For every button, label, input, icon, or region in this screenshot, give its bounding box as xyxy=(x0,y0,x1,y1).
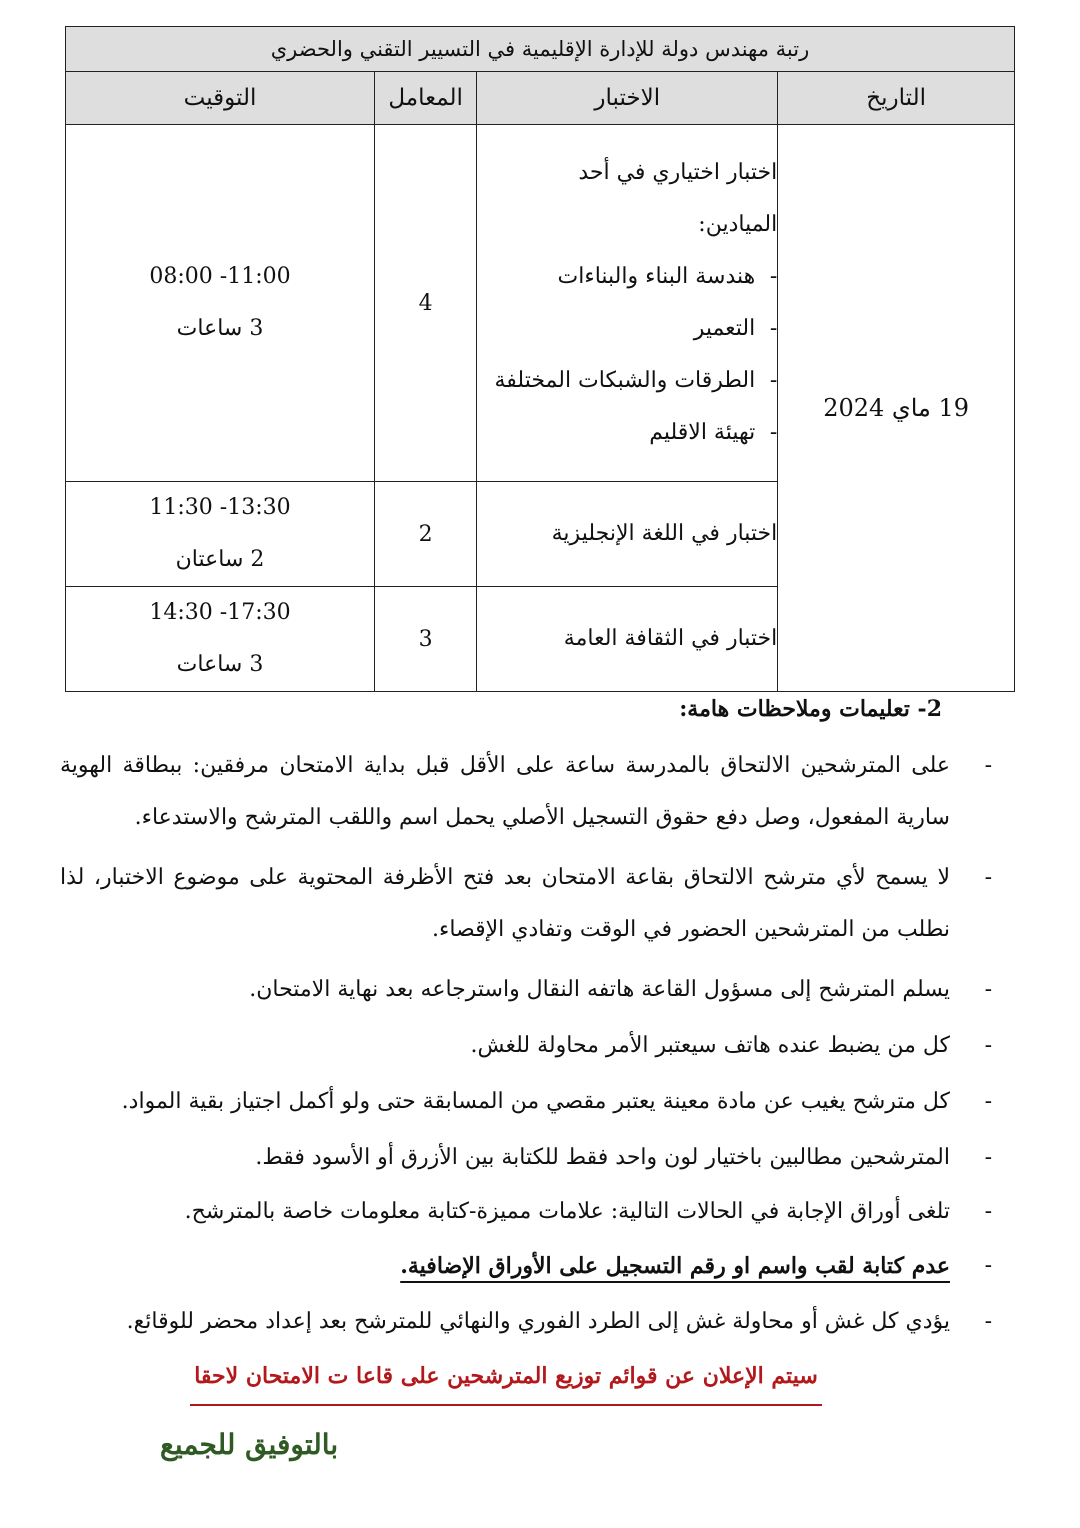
note-text: يسلم المترشح إلى مسؤول القاعة هاتفه النقال واسترجاعه بعد نهاية الامتحان. xyxy=(249,977,950,1002)
header-date: التاريخ xyxy=(778,72,1015,125)
exam-schedule-table xyxy=(65,26,1015,692)
bullet-dash: - xyxy=(769,316,778,341)
coefficient-value: 3 xyxy=(375,587,477,692)
duration: 3 ساعات xyxy=(176,316,264,341)
coefficient-value: 4 xyxy=(375,125,477,482)
list-item xyxy=(60,1020,992,1072)
test-cell-optional xyxy=(477,125,778,482)
list-item xyxy=(60,1240,992,1293)
note-text: تلغى أوراق الإجابة في الحالات التالية: علامات مميزة-كتابة معلومات خاصة بالمترشح. xyxy=(184,1199,950,1224)
bullet-dash: - xyxy=(769,264,778,289)
list-item xyxy=(60,1076,992,1128)
duration: 2 ساعتان xyxy=(175,547,265,572)
bullet-dash: - xyxy=(984,1089,992,1114)
time-range: 11:30 -13:30 xyxy=(149,495,291,520)
list-item xyxy=(60,964,992,1016)
note-text: كل من يضبط عنده هاتف سيعتبر الأمر محاولة للغش. xyxy=(470,1033,950,1058)
bullet-dash: - xyxy=(769,368,778,393)
bullet-dash: - xyxy=(984,753,992,778)
test-title-line: الميادين: xyxy=(698,212,778,237)
field-label: التعمير xyxy=(693,316,756,341)
list-item xyxy=(60,1296,992,1348)
header-coefficient: المعامل xyxy=(375,72,477,125)
timing-cell xyxy=(66,587,375,692)
list-item xyxy=(60,852,992,956)
table-title-row xyxy=(66,27,1015,72)
bullet-dash: - xyxy=(984,865,992,890)
timing-cell xyxy=(66,482,375,587)
list-item xyxy=(60,1186,992,1238)
field-label: الطرقات والشبكات المختلفة xyxy=(494,368,756,393)
note-text: على المترشحين الالتحاق بالمدرسة ساعة على الأقل قبل بداية الامتحان مرفقين: ببطاقة الهوية سارية المفعول، وصل دفع حقوق التسجيل الأصلي يحمل اسم واللقب المترشح والاستدعاء. xyxy=(60,753,950,830)
time-range: 08:00 -11:00 xyxy=(149,264,291,289)
test-cell-english xyxy=(477,482,778,587)
list-item xyxy=(477,407,778,459)
bullet-dash: - xyxy=(984,1033,992,1058)
note-text: المترشحين مطالبين باختيار لون واحد فقط للكتابة بين الأزرق أو الأسود فقط. xyxy=(255,1145,950,1170)
bullet-dash: - xyxy=(984,1145,992,1170)
bullet-dash: - xyxy=(984,1309,992,1334)
table-title: رتبة مهندس دولة للإدارة الإقليمية في التسيير التقني والحضري xyxy=(66,27,1015,72)
announcement: سيتم الإعلان عن قوائم توزيع المترشحين على قاعا ت الامتحان لاحقا xyxy=(190,1352,822,1406)
header-timing: التوقيت xyxy=(66,72,375,125)
test-title: اختبار في الثقافة العامة xyxy=(563,626,778,651)
note-text: كل مترشح يغيب عن مادة معينة يعتبر مقصي من المسابقة حتى ولو أكمل اجتياز بقية المواد. xyxy=(121,1089,950,1114)
bullet-dash: - xyxy=(769,420,778,445)
field-label: هندسة البناء والبناءات xyxy=(557,264,756,289)
duration: 3 ساعات xyxy=(176,652,264,677)
list-item xyxy=(477,251,778,303)
field-label: تهيئة الاقليم xyxy=(649,420,756,445)
test-title: اختبار في اللغة الإنجليزية xyxy=(551,521,778,546)
timing-cell xyxy=(66,125,375,482)
field-list xyxy=(477,251,777,459)
note-text-emphasized: عدم كتابة لقب واسم او رقم التسجيل على الأوراق الإضافية. xyxy=(400,1253,950,1279)
list-item xyxy=(477,303,778,355)
bullet-dash: - xyxy=(984,1253,992,1278)
coefficient-value: 2 xyxy=(375,482,477,587)
list-item xyxy=(60,1132,992,1184)
table-row xyxy=(66,125,1015,482)
test-cell-general-culture xyxy=(477,587,778,692)
list-item xyxy=(60,740,992,844)
note-text: لا يسمح لأي مترشح الالتحاق بقاعة الامتحان بعد فتح الأظرفة المحتوية على موضوع الاختبار، لذا نطلب من المترشحين الحضور في الوقت وتفادي الإقصاء. xyxy=(60,865,950,942)
test-title-line: اختبار اختياري في أحد xyxy=(578,160,778,185)
notes-heading: 2- تعليمات وملاحظات هامة: xyxy=(679,696,942,722)
closing-wish: بالتوفيق للجميع xyxy=(160,1428,339,1461)
table-header-row xyxy=(66,72,1015,125)
note-text: يؤدي كل غش أو محاولة غش إلى الطرد الفوري والنهائي للمترشح بعد إعداد محضر للوقائع. xyxy=(126,1309,950,1334)
time-range: 14:30 -17:30 xyxy=(149,600,291,625)
list-item xyxy=(477,355,778,407)
bullet-dash: - xyxy=(984,1199,992,1224)
bullet-dash: - xyxy=(984,977,992,1002)
header-test: الاختبار xyxy=(477,72,778,125)
exam-date: 19 ماي 2024 xyxy=(778,125,1015,692)
